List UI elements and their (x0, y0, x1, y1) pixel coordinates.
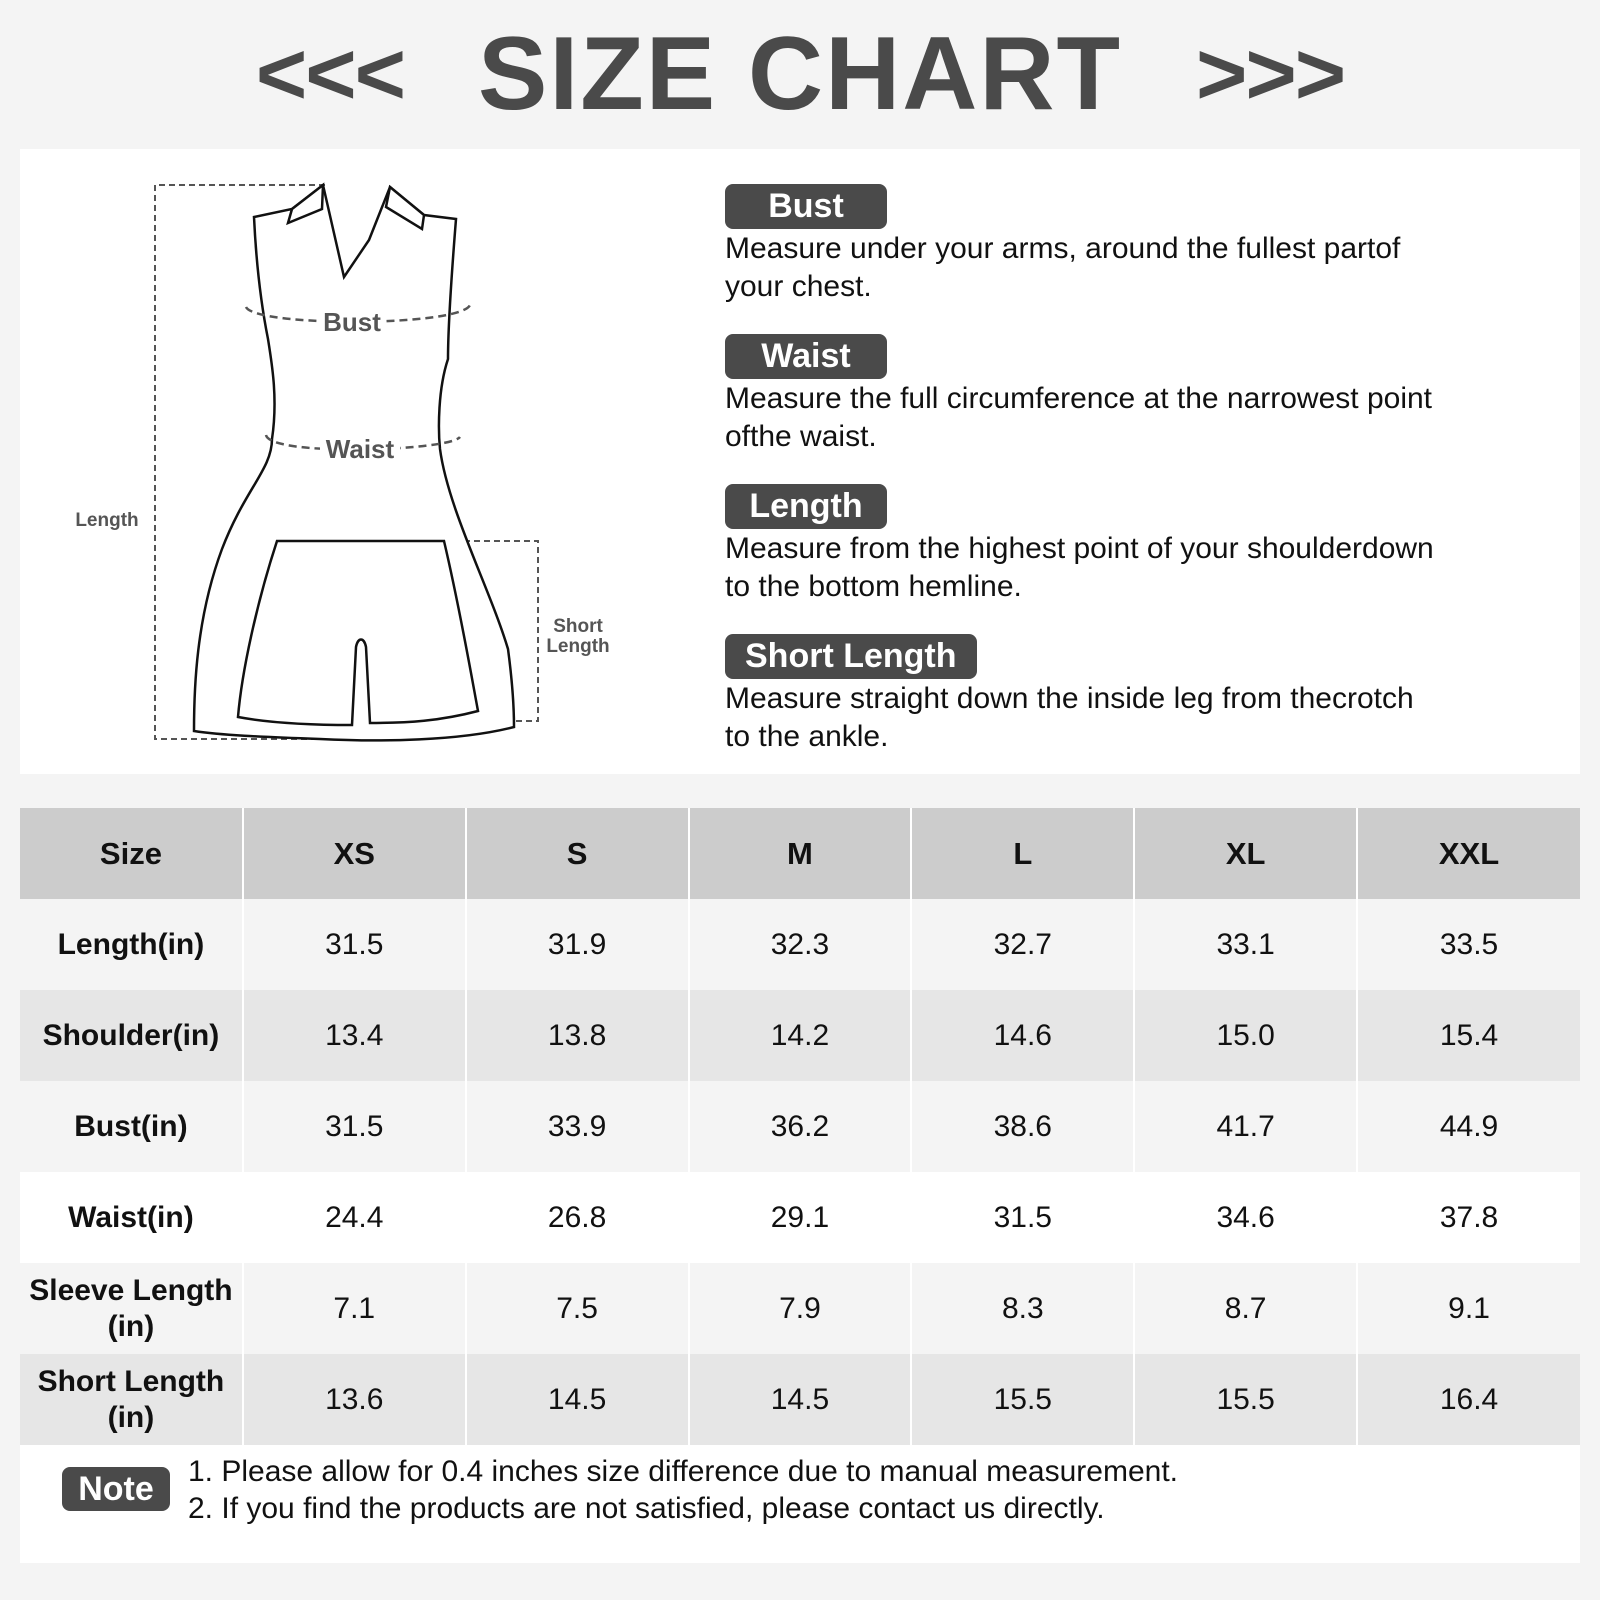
definition-label: Bust (725, 184, 887, 229)
table-row (20, 1354, 1580, 1445)
table-row (20, 899, 1580, 990)
table-cell: 13.8 (466, 990, 689, 1081)
column-header: L (911, 808, 1134, 899)
diagram-length-label: Length (75, 510, 139, 531)
measurement-guide (20, 149, 1580, 774)
table-row (20, 1081, 1580, 1172)
table-cell: 16.4 (1439, 1382, 1499, 1416)
table-cell: 8.3 (911, 1263, 1134, 1354)
definition-bust (725, 184, 1525, 305)
measurement-definitions (725, 184, 1525, 784)
table-cell: 32.3 (689, 899, 912, 990)
table-cell: 13.6 (243, 1354, 466, 1445)
table-cell: 38.6 (911, 1081, 1134, 1172)
column-header: XS (243, 808, 466, 899)
definition-text-line1: Measure under your arms, around the fullest partof (725, 232, 1401, 265)
table-cell: 15.4 (1439, 1018, 1499, 1052)
note-text (188, 1453, 1178, 1527)
table-cell: 15.5 (911, 1354, 1134, 1445)
column-header: Size (20, 808, 243, 899)
definition-text-line2: your chest. (725, 270, 872, 303)
table-cell: 33.5 (1439, 927, 1499, 961)
table-cell: 8.7 (1134, 1263, 1357, 1354)
definition-text-line2: ofthe waist. (725, 420, 877, 453)
definition-short-length (725, 634, 1525, 755)
table-cell: 31.5 (911, 1172, 1134, 1263)
garment-diagram (20, 149, 700, 774)
definition-waist (725, 334, 1525, 455)
size-table (20, 808, 1580, 1445)
table-cell: 15.5 (1134, 1354, 1357, 1445)
table-cell: 31.5 (243, 1081, 466, 1172)
table-row (20, 1263, 1580, 1354)
table-cell: 7.1 (243, 1263, 466, 1354)
table-cell: 14.5 (689, 1354, 912, 1445)
column-header: S (466, 808, 689, 899)
note-label: Note (62, 1467, 170, 1511)
table-cell: 34.6 (1134, 1172, 1357, 1263)
table-cell: 7.9 (689, 1263, 912, 1354)
table-cell: 44.9 (1439, 1109, 1499, 1143)
table-cell: 9.1 (1448, 1291, 1490, 1325)
table-cell: 29.1 (689, 1172, 912, 1263)
table-cell: 37.8 (1439, 1200, 1499, 1234)
column-header: XXL (1357, 808, 1580, 899)
definition-text-line2: to the bottom hemline. (725, 570, 1022, 603)
definition-text-line2: to the ankle. (725, 720, 889, 753)
table-row (20, 990, 1580, 1081)
diagram-bust-label: Bust (323, 307, 381, 337)
definition-length (725, 484, 1525, 605)
note-line-1: 1. Please allow for 0.4 inches size difference due to manual measurement. (188, 1455, 1178, 1488)
note-line-2: 2. If you find the products are not satisfied, please contact us directly. (188, 1492, 1105, 1525)
note-section (20, 1445, 1580, 1563)
row-label: Shoulder(in) (20, 990, 243, 1081)
left-arrows: <<< (255, 24, 404, 123)
row-label: Bust(in) (20, 1081, 243, 1172)
definition-label: Short Length (725, 634, 977, 679)
table-cell: 15.0 (1134, 990, 1357, 1081)
table-cell: 13.4 (243, 990, 466, 1081)
definition-text-line1: Measure from the highest point of your shoulderdown (725, 532, 1434, 565)
table-cell: 24.4 (243, 1172, 466, 1263)
table-cell: 31.5 (243, 899, 466, 990)
table-cell: 7.5 (466, 1263, 689, 1354)
table-cell: 36.2 (689, 1081, 912, 1172)
table-cell: 41.7 (1134, 1081, 1357, 1172)
page-header (0, 0, 1600, 148)
column-header: M (689, 808, 912, 899)
row-label: Sleeve Length (in) (20, 1263, 243, 1354)
table-cell: 33.1 (1134, 899, 1357, 990)
table-cell: 26.8 (466, 1172, 689, 1263)
table-cell: 33.9 (466, 1081, 689, 1172)
table-cell: 32.7 (911, 899, 1134, 990)
page-title: SIZE CHART (478, 15, 1122, 132)
table-header-row (20, 808, 1580, 899)
table-cell: 31.9 (466, 899, 689, 990)
table-cell: 14.6 (911, 990, 1134, 1081)
definition-label: Waist (725, 334, 887, 379)
definition-text-line1: Measure the full circumference at the narrowest point (725, 382, 1433, 415)
row-label: Waist(in) (20, 1172, 243, 1263)
right-arrows: >>> (1196, 24, 1345, 123)
diagram-short-label-line1: Short (553, 616, 603, 637)
table-row (20, 1172, 1580, 1263)
dress-illustration (20, 149, 700, 774)
table-cell: 14.2 (689, 990, 912, 1081)
row-label: Length(in) (20, 899, 243, 990)
diagram-short-label-line2: Length (546, 636, 610, 657)
row-label: Short Length (in) (20, 1354, 243, 1445)
definition-text-line1: Measure straight down the inside leg from thecrotch (725, 682, 1414, 715)
definition-label: Length (725, 484, 887, 529)
column-header: XL (1134, 808, 1357, 899)
diagram-waist-label: Waist (325, 434, 395, 464)
table-cell: 14.5 (466, 1354, 689, 1445)
